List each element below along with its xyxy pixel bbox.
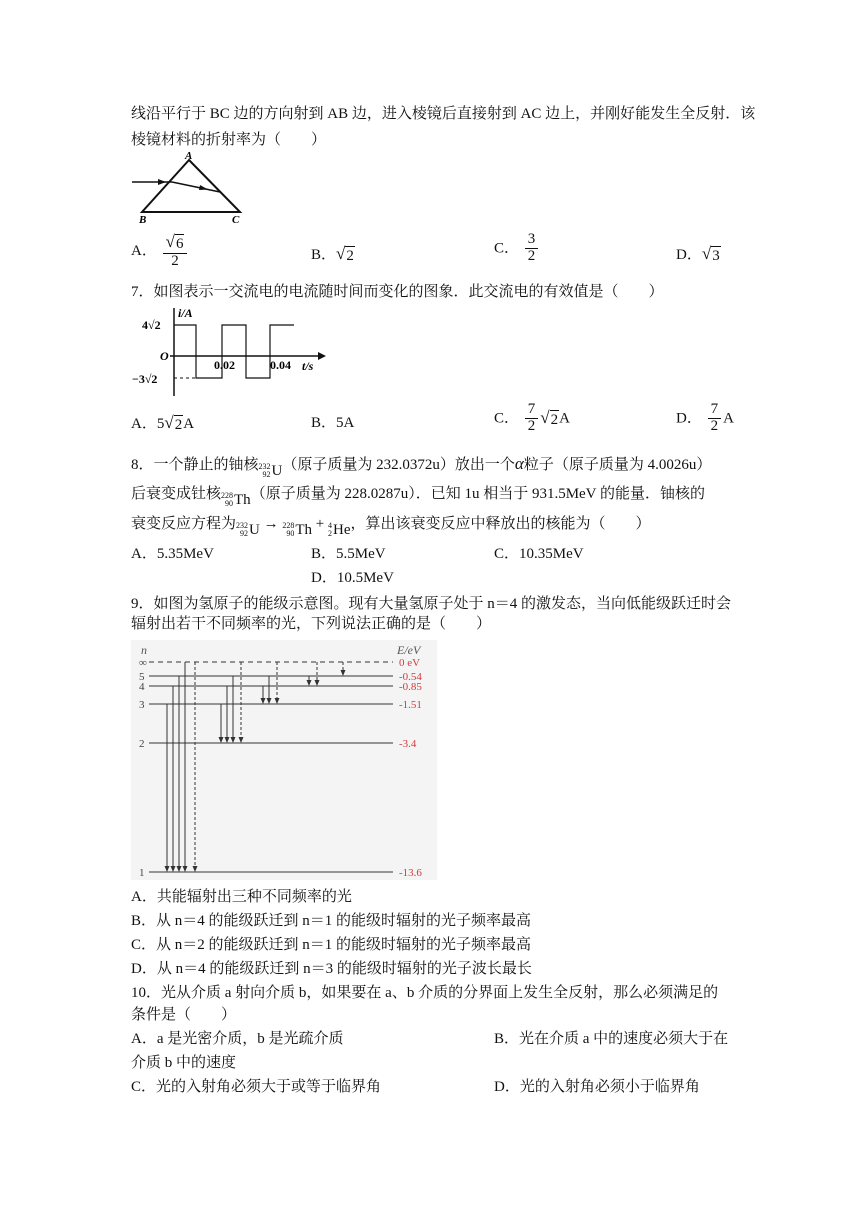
q9-stem-line1: 9．如图为氢原子的能级示意图。现有大量氢原子处于 n＝4 的激发态，当向低能级跃迁时会: [131, 596, 732, 612]
level-n-label: 4: [139, 681, 145, 693]
q10-option-a[interactable]: A．a 是光密介质，b 是光疏介质: [131, 1031, 344, 1047]
level-n-label: 3: [139, 699, 145, 711]
q6-stem-line1: 线沿平行于 BC 边的方向射到 AB 边，进入棱镜后直接射到 AC 边上，并刚好能发生全反射．该: [131, 106, 756, 122]
q7-stem: 7．如图表示一交流电的电流随时间而变化的图象．此交流电的有效值是（ ）: [131, 284, 664, 300]
q6-option-a-fraction: √ 6 2: [163, 232, 188, 270]
level-energy-label: 0 eV: [399, 657, 421, 669]
q7-option-c[interactable]: C． $\frac{7}{2}$ √ 2 A: [494, 401, 570, 434]
q7-option-a[interactable]: A．5 √ 2 A: [131, 413, 195, 433]
prism-label-a: A: [185, 150, 193, 162]
q8-option-a[interactable]: A．5.35MeV: [131, 546, 214, 562]
q6-option-d[interactable]: D． √ 3: [676, 244, 720, 264]
prism-label-c: C: [232, 214, 240, 224]
q8-option-d[interactable]: D．10.5MeV: [311, 570, 394, 586]
q10-stem-line1: 10．光从介质 a 射向介质 b，如果要在 a、b 介质的分界面上发生全反射，那么必须满足的: [131, 985, 719, 1001]
level-energy-label: -13.6: [399, 867, 422, 879]
e-header: E/eV: [397, 643, 421, 657]
q10-option-b-line2: 介质 b 中的速度: [131, 1055, 237, 1071]
q10-option-b-line1[interactable]: B．光在介质 a 中的速度必须大于在: [494, 1031, 729, 1047]
helium-nuclide: 4 2 He: [328, 521, 351, 538]
level-energy-label: -0.54: [399, 671, 422, 683]
y-axis-label: i/A: [178, 306, 193, 320]
x-tick-2: 0.04: [270, 358, 291, 372]
level-n-label: 1: [139, 867, 145, 879]
q10-stem-line2: 条件是（ ）: [131, 1007, 237, 1023]
current-time-graph: [130, 306, 330, 398]
x-axis-label: t/s: [302, 359, 314, 373]
q7-option-d[interactable]: D． $\frac{7}{2}$ A: [676, 401, 734, 434]
q9-option-d[interactable]: D．从 n＝4 的能级跃迁到 n＝3 的能级时辐射的光子波长最长: [131, 961, 532, 977]
origin-label: O: [160, 349, 169, 363]
q9-option-a[interactable]: A．共能辐射出三种不同频率的光: [131, 889, 352, 905]
x-tick-1: 0.02: [214, 358, 235, 372]
q8-option-b[interactable]: B．5.5MeV: [311, 546, 386, 562]
energy-level-diagram: [131, 640, 437, 880]
level-energy-label: -0.85: [399, 681, 422, 693]
q6-option-b[interactable]: B． √ 2: [311, 244, 354, 264]
thorium-nuclide: 228 90 Th: [221, 491, 251, 508]
level-n-label: ∞: [139, 657, 147, 669]
q10-option-c[interactable]: C．光的入射角必须大于或等于临界角: [131, 1079, 382, 1095]
level-n-label: 5: [139, 671, 145, 683]
uranium-nuclide: 232 92 U: [258, 462, 283, 479]
q9-option-b[interactable]: B．从 n＝4 的能级跃迁到 n＝1 的能级时辐射的光子频率最高: [131, 913, 532, 929]
y-tick-top: 4√2: [142, 318, 161, 332]
prism-label-b: B: [139, 214, 147, 224]
level-energy-label: -1.51: [399, 699, 422, 711]
n-header: n: [141, 643, 147, 657]
q8-stem-line3: 衰变反应方程为 232 92 U → 228 90 Th + 4 2 He ，算出该衰变反应中释放出的核能为（ ）: [131, 516, 651, 538]
q6-stem-line2: 棱镜材料的折射率为（ ）: [131, 132, 327, 148]
level-n-label: 2: [139, 738, 145, 750]
q7-option-b[interactable]: B．5A: [311, 415, 355, 431]
q9-stem-line2: 辐射出若干不同频率的光，下列说法正确的是（ ）: [131, 616, 492, 632]
prism-figure: [128, 150, 256, 224]
q10-option-d[interactable]: D．光的入射角必须小于临界角: [494, 1079, 700, 1095]
y-tick-bottom: −3√2: [132, 372, 158, 386]
q8-stem-line1: 8．一个静止的铀核 232 92 U （原子质量为 232.0372u）放出一个α粒子（原子质量为 4.0026u）: [131, 454, 712, 479]
level-energy-label: -3.4: [399, 738, 417, 750]
q9-option-c[interactable]: C．从 n＝2 的能级跃迁到 n＝1 的能级时辐射的光子频率最高: [131, 937, 532, 953]
q6-option-c[interactable]: C． $\frac{3}{2}$: [494, 232, 540, 265]
q6-option-a[interactable]: A． √ 6 2: [131, 232, 189, 270]
q8-stem-line2: 后衰变成钍核 228 90 Th （原子质量为 228.0287u）．已知 1u 相当于 931.5MeV 的能量．铀核的: [131, 486, 705, 508]
q8-option-c[interactable]: C．10.35MeV: [494, 546, 584, 562]
